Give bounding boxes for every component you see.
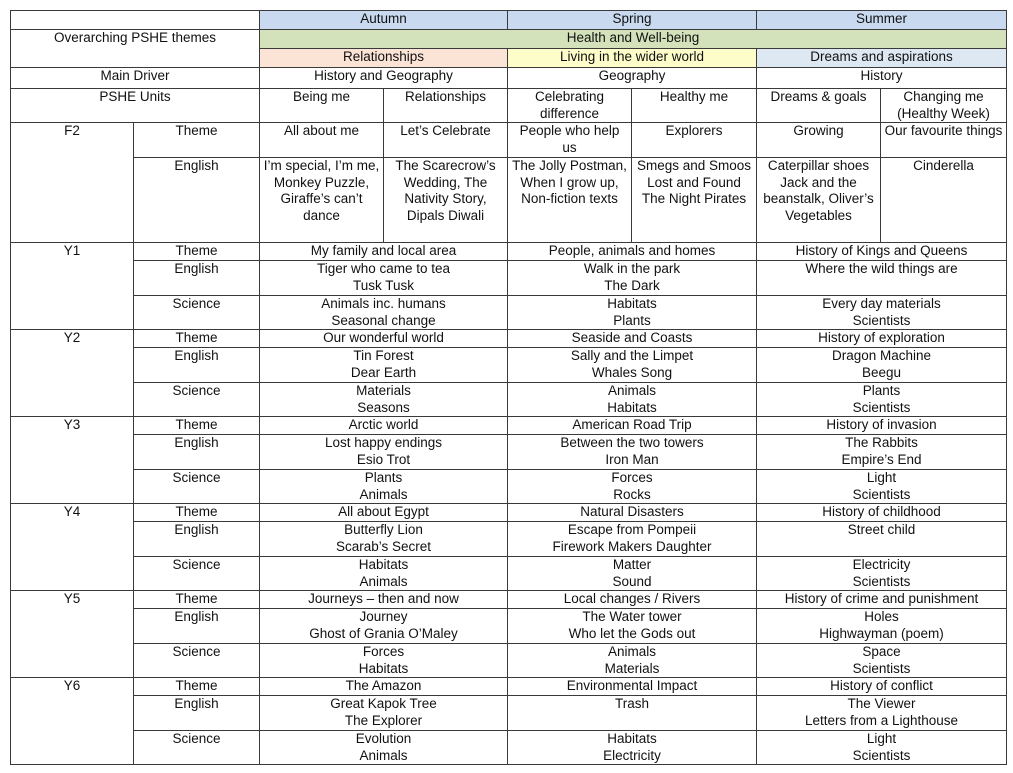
cell-line: Lost happy endings [324, 435, 443, 450]
cell-line: Where the wild things are [805, 261, 958, 276]
year-label: Y2 [11, 330, 134, 417]
term-cell [757, 383, 1007, 417]
cell-line: Journeys – then and now [308, 591, 459, 606]
term-cell [508, 417, 757, 435]
cell-line: Habitats [358, 660, 409, 676]
row-label: Theme [134, 504, 260, 522]
term-cell [260, 504, 508, 522]
f2-english-cell: The Jolly Postman, When I grow up, Non-fiction texts [508, 158, 632, 243]
year-row-theme [11, 591, 1007, 609]
term-cell [757, 261, 1007, 296]
term-cell [757, 296, 1007, 330]
f2-theme-cell: People who help us [508, 123, 632, 158]
row-label: Theme [134, 678, 260, 696]
cell-line: American Road Trip [572, 417, 692, 432]
cell-line: Beegu [861, 364, 902, 380]
f2-theme-cell: All about me [260, 123, 384, 158]
term-cell [757, 243, 1007, 261]
term-cell [508, 678, 757, 696]
cell-line: Highwayman (poem) [819, 625, 944, 641]
term-cell [757, 435, 1007, 470]
term-header-row [11, 11, 1007, 30]
year-row-theme [11, 504, 1007, 522]
cell-line: Electricity [603, 747, 661, 763]
cell-line: Seasonal change [331, 312, 436, 328]
term-cell [508, 243, 757, 261]
term-cell [508, 330, 757, 348]
term-cell [757, 609, 1007, 644]
term-autumn: Autumn [260, 11, 508, 30]
term-cell [260, 522, 508, 557]
cell-line: Ghost of Grania O’Maley [309, 625, 458, 641]
cell-line: Rocks [613, 486, 651, 502]
main-driver-row [11, 68, 1007, 89]
term-cell [260, 470, 508, 504]
overarching-label: Overarching PSHE themes [11, 30, 260, 68]
cell-line: Animals [359, 747, 408, 763]
term-cell [757, 417, 1007, 435]
term-cell [260, 696, 508, 731]
main-driver-spring: Geography [508, 68, 757, 89]
term-cell [508, 348, 757, 383]
year-label: Y4 [11, 504, 134, 591]
cell-line: Forces [611, 470, 653, 485]
cell-line: Letters from a Lighthouse [804, 712, 959, 728]
cell-line: Plants [862, 383, 901, 398]
cell-line: Habitats [607, 296, 657, 311]
cell-line: Firework Makers Daughter [552, 538, 712, 554]
year-row-theme [11, 243, 1007, 261]
cell-line: The Viewer [847, 696, 916, 711]
row-label: Science [134, 296, 260, 330]
curriculum-body [11, 11, 1007, 765]
f2-theme-cell: Growing [757, 123, 881, 158]
cell-line: Evolution [355, 731, 412, 746]
cell-line: Animals [607, 644, 656, 659]
term-cell [508, 731, 757, 765]
row-label: English [134, 435, 260, 470]
term-cell [757, 591, 1007, 609]
year-row-english [11, 609, 1007, 644]
year-row-english [11, 522, 1007, 557]
year-label: Y6 [11, 678, 134, 765]
cell-line: Matter [612, 557, 652, 572]
term-cell [508, 557, 757, 591]
cell-line: Forces [362, 644, 405, 659]
cell-line: Tusk Tusk [352, 277, 414, 293]
term-cell [508, 383, 757, 417]
cell-line: Empire’s End [841, 451, 922, 467]
row-label: English [134, 522, 260, 557]
row-label: Science [134, 470, 260, 504]
year-label: Y3 [11, 417, 134, 504]
cell-line: Street child [847, 522, 916, 537]
cell-line: Sally and the Limpet [570, 348, 694, 363]
term-cell [260, 557, 508, 591]
cell-line: Scarab’s Secret [335, 538, 432, 554]
pshe-unit: Changing me (Healthy Week) [881, 89, 1007, 123]
term-cell [260, 609, 508, 644]
cell-line: History of invasion [826, 417, 937, 432]
cell-line: Scientists [852, 660, 911, 676]
term-cell [260, 435, 508, 470]
term-cell [508, 296, 757, 330]
cell-line: Local changes / Rivers [563, 591, 701, 606]
cell-line: The Water tower [582, 609, 682, 624]
term-cell [260, 644, 508, 678]
row-label: Theme [134, 591, 260, 609]
cell-line: Between the two towers [560, 435, 704, 450]
cell-line: Space [862, 644, 901, 659]
corner-cell [11, 11, 260, 30]
cell-line: Animals [359, 573, 408, 589]
cell-line: Esio Trot [356, 451, 411, 467]
term-cell [508, 696, 757, 731]
f2-english-cell: Caterpillar shoes Jack and the beanstalk, Oliver’s Vegetables [757, 158, 881, 243]
cell-line: Seasons [357, 399, 410, 415]
cell-line: History of conflict [830, 678, 933, 693]
term-cell [508, 522, 757, 557]
term-cell [508, 470, 757, 504]
row-label: English [134, 696, 260, 731]
term-cell [757, 644, 1007, 678]
cell-line: Whales Song [591, 364, 673, 380]
year-label-f2: F2 [11, 123, 134, 243]
cell-line: Journey [359, 609, 408, 624]
cell-line: Scientists [852, 312, 911, 328]
cell-line: Electricity [852, 557, 911, 572]
term-cell [508, 609, 757, 644]
cell-line: Walk in the park [583, 261, 681, 276]
pshe-units-label: PSHE Units [11, 89, 260, 123]
pshe-unit: Celebrating difference [508, 89, 632, 123]
cell-line: Plants [364, 470, 403, 485]
year-label: Y5 [11, 591, 134, 678]
row-label: Theme [134, 330, 260, 348]
row-label: English [134, 158, 260, 243]
cell-line: Holes [864, 609, 899, 624]
main-driver-label: Main Driver [11, 68, 260, 89]
row-label: Science [134, 383, 260, 417]
term-cell [260, 330, 508, 348]
main-driver-autumn: History and Geography [260, 68, 508, 89]
cell-line: Habitats [607, 399, 657, 415]
f2-english-row [11, 158, 1007, 243]
cell-line: Light [866, 470, 897, 485]
cell-line: All about Egypt [338, 504, 429, 519]
f2-theme-cell: Our favourite things [881, 123, 1007, 158]
curriculum-table [10, 10, 1007, 765]
year-row-science [11, 731, 1007, 765]
cell-line: Animals inc. humans [321, 296, 446, 311]
cell-line: Arctic world [348, 417, 419, 432]
cell-line: Habitats [607, 731, 657, 746]
cell-line: The Rabbits [845, 435, 918, 450]
row-label: English [134, 609, 260, 644]
cell-line: Habitats [358, 557, 409, 572]
term-cell [757, 557, 1007, 591]
cell-line: Great Kapok Tree [330, 696, 437, 711]
cell-line: Materials [604, 660, 660, 676]
year-row-theme [11, 330, 1007, 348]
row-label: Theme [134, 417, 260, 435]
pshe-units-row [11, 89, 1007, 123]
f2-theme-cell: Explorers [632, 123, 757, 158]
year-row-theme [11, 417, 1007, 435]
row-label: English [134, 261, 260, 296]
cell-line: Tiger who came to tea [316, 261, 451, 276]
term-theme-dreams: Dreams and aspirations [757, 49, 1007, 68]
cell-line: People, animals and homes [548, 243, 716, 258]
f2-english-cell: Cinderella [881, 158, 1007, 243]
cell-line: Butterfly Lion [344, 522, 423, 537]
year-row-english [11, 435, 1007, 470]
cell-line: Trash [614, 696, 649, 711]
term-cell [757, 504, 1007, 522]
cell-line: Scientists [852, 399, 911, 415]
term-cell [508, 591, 757, 609]
cell-line: The Amazon [345, 678, 422, 693]
row-label: Theme [134, 243, 260, 261]
term-cell [757, 731, 1007, 765]
cell-line: Scientists [852, 573, 911, 589]
term-cell [260, 243, 508, 261]
cell-line: History of exploration [818, 330, 945, 345]
term-cell [508, 644, 757, 678]
term-cell [260, 348, 508, 383]
f2-theme-row [11, 123, 1007, 158]
term-summer: Summer [757, 11, 1007, 30]
term-cell [508, 261, 757, 296]
cell-line: Sound [612, 573, 652, 589]
term-cell [508, 504, 757, 522]
year-row-english [11, 261, 1007, 296]
cell-line: Who let the Gods out [568, 625, 696, 641]
term-theme-wider-world: Living in the wider world [508, 49, 757, 68]
term-cell [260, 678, 508, 696]
cell-line: Seaside and Coasts [571, 330, 693, 345]
pshe-unit: Dreams & goals [757, 89, 881, 123]
f2-theme-cell: Let’s Celebrate [384, 123, 508, 158]
row-label: Theme [134, 123, 260, 158]
term-cell [260, 296, 508, 330]
f2-english-cell: The Scarecrow’s Wedding, The Nativity Story, Dipals Diwali [384, 158, 508, 243]
cell-line: My family and local area [310, 243, 457, 258]
year-row-english [11, 348, 1007, 383]
f2-english-cell: I’m special, I’m me, Monkey Puzzle, Giraffe’s can’t dance [260, 158, 384, 243]
f2-english-cell: Smegs and Smoos Lost and Found The Night Pirates [632, 158, 757, 243]
overarching-value: Health and Well-being [260, 30, 1007, 49]
cell-line: The Explorer [344, 712, 423, 728]
pshe-unit: Being me [260, 89, 384, 123]
year-row-science [11, 644, 1007, 678]
cell-line: Plants [613, 312, 651, 328]
term-cell [757, 348, 1007, 383]
year-row-science [11, 383, 1007, 417]
term-cell [260, 383, 508, 417]
cell-line: Our wonderful world [323, 330, 444, 345]
main-driver-summer: History [757, 68, 1007, 89]
row-label: Science [134, 557, 260, 591]
year-row-science [11, 470, 1007, 504]
cell-line: The Dark [604, 277, 660, 293]
cell-line: Scientists [852, 747, 911, 763]
pshe-unit: Relationships [384, 89, 508, 123]
cell-line: Dear Earth [350, 364, 417, 380]
year-row-science [11, 296, 1007, 330]
cell-line: Light [866, 731, 897, 746]
term-cell [260, 261, 508, 296]
year-row-theme [11, 678, 1007, 696]
term-cell [757, 522, 1007, 557]
term-cell [757, 696, 1007, 731]
year-label: Y1 [11, 243, 134, 330]
term-theme-relationships: Relationships [260, 49, 508, 68]
year-row-science [11, 557, 1007, 591]
cell-line: Environmental Impact [566, 678, 698, 693]
row-label: English [134, 348, 260, 383]
cell-line: Natural Disasters [580, 504, 684, 519]
cell-line: Scientists [852, 486, 911, 502]
cell-line: Animals [607, 383, 656, 398]
cell-line: Tin Forest [353, 348, 414, 363]
cell-line: Dragon Machine [831, 348, 932, 363]
cell-line: Animals [359, 486, 408, 502]
cell-line: History of Kings and Queens [795, 243, 968, 258]
cell-line: Every day materials [822, 296, 941, 311]
term-cell [757, 470, 1007, 504]
pshe-unit: Healthy me [632, 89, 757, 123]
cell-line: History of childhood [822, 504, 941, 519]
cell-line: Escape from Pompeii [567, 522, 697, 537]
row-label: Science [134, 644, 260, 678]
term-cell [260, 731, 508, 765]
row-label: Science [134, 731, 260, 765]
cell-line: Iron Man [605, 451, 659, 467]
term-cell [260, 417, 508, 435]
term-cell [757, 330, 1007, 348]
term-spring: Spring [508, 11, 757, 30]
term-cell [260, 591, 508, 609]
cell-line: History of crime and punishment [784, 591, 979, 606]
term-cell [508, 435, 757, 470]
overarching-row [11, 30, 1007, 49]
year-row-english [11, 696, 1007, 731]
term-cell [757, 678, 1007, 696]
cell-line: Materials [356, 383, 411, 398]
